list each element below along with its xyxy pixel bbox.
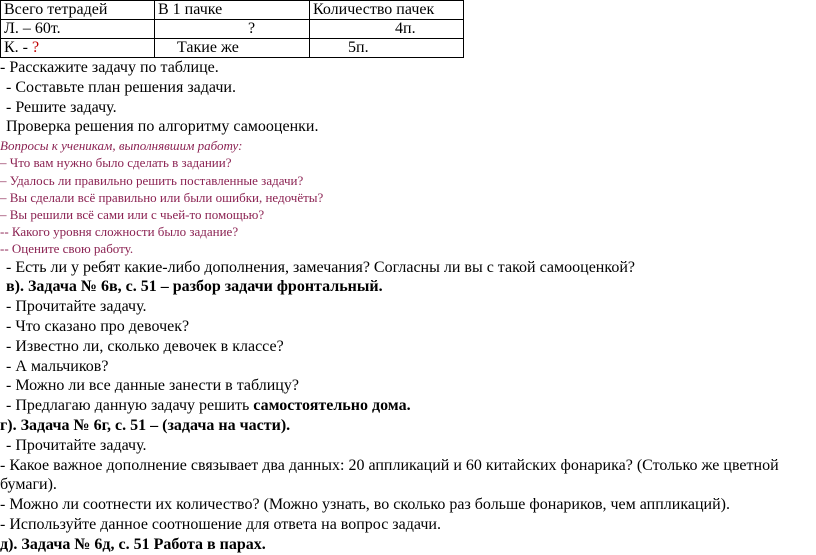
- row1-cell-total: Л. – 60т.: [1, 20, 155, 39]
- unknown-question-mark: ?: [32, 39, 40, 56]
- task-heading-6d: д). Задача № 6д, с. 51 Работа в парах.: [0, 535, 266, 553]
- text-line: - Известно ли, сколько девочек в классе?: [6, 337, 284, 355]
- header-cell-pack-count: Количество пачек: [310, 1, 464, 20]
- header-cell-total: Всего тетрадей: [1, 1, 155, 20]
- task-table: [0, 0, 464, 58]
- text-line: - Есть ли у ребят какие-либо дополнения, замечания? Согласны ли вы с такой самооценкой?: [6, 258, 635, 276]
- teacher-question: – Вы сделали всё правильно или были ошибки, недочёты?: [0, 189, 324, 205]
- text-line: - Прочитайте задачу.: [6, 298, 147, 316]
- table-row: [1, 20, 464, 39]
- lesson-text: [0, 58, 816, 555]
- text-line: - Можно ли все данные занести в таблицу?: [6, 377, 299, 395]
- row2-cell-total: [1, 39, 155, 58]
- text-line: - Расскажите задачу по таблице.: [0, 59, 219, 76]
- text-line: - Прочитайте задачу.: [6, 436, 147, 454]
- teacher-questions-heading: Вопросы к ученикам, выполнявшим работу:: [0, 138, 243, 154]
- row2-cell-pack-count: 5п.: [310, 39, 464, 58]
- row1-cell-per-pack: ?: [155, 20, 310, 39]
- teacher-question: – Вы решили всё сами или с чьей-то помощью?: [0, 207, 265, 222]
- table-row: [1, 39, 464, 58]
- teacher-question: -- Оцените свою работу.: [0, 241, 134, 257]
- teacher-question: – Что вам нужно было сделать в задании?: [0, 155, 232, 171]
- header-cell-per-pack: В 1 пачке: [155, 1, 310, 20]
- emphasis-home-task: самостоятельно дома.: [253, 397, 411, 415]
- text-line: - А мальчиков?: [6, 357, 109, 375]
- text-line: - Какое важное дополнение связывает два данных: 20 аппликаций и 60 китайских фонарика? (Столько же цветной: [0, 456, 779, 474]
- text-line: - Составьте план решения задачи.: [6, 78, 236, 96]
- text-line-part: - Предлагаю данную задачу решить: [6, 397, 254, 415]
- text-line: бумаги).: [0, 476, 57, 494]
- row1-cell-pack-count: 4п.: [310, 20, 464, 39]
- task-heading-6v: в). Задача № 6в, с. 51 – разбор задачи фронтальный.: [6, 278, 383, 296]
- task-heading-6g: г). Задача № 6г, с. 51 – (задача на части).: [0, 416, 291, 434]
- teacher-question: -- Какого уровня сложности было задание?: [0, 224, 239, 240]
- row2-total-text: К. -: [4, 39, 32, 56]
- row2-cell-per-pack: Такие же: [155, 39, 310, 58]
- text-line: - Что сказано про девочек?: [6, 318, 190, 335]
- text-line: - Используйте данное соотношение для ответа на вопрос задачи.: [0, 515, 441, 533]
- table-header-row: [1, 1, 464, 20]
- text-line: - Решите задачу.: [6, 98, 117, 116]
- text-line: - Можно ли соотнести их количество? (Можно узнать, во сколько раз больше фонариков, чем аппликаций).: [0, 496, 730, 514]
- text-line: Проверка решения по алгоритму самооценки.: [6, 118, 319, 136]
- teacher-question: – Удалось ли правильно решить поставленные задачи?: [0, 172, 304, 188]
- text-line: [0, 396, 816, 416]
